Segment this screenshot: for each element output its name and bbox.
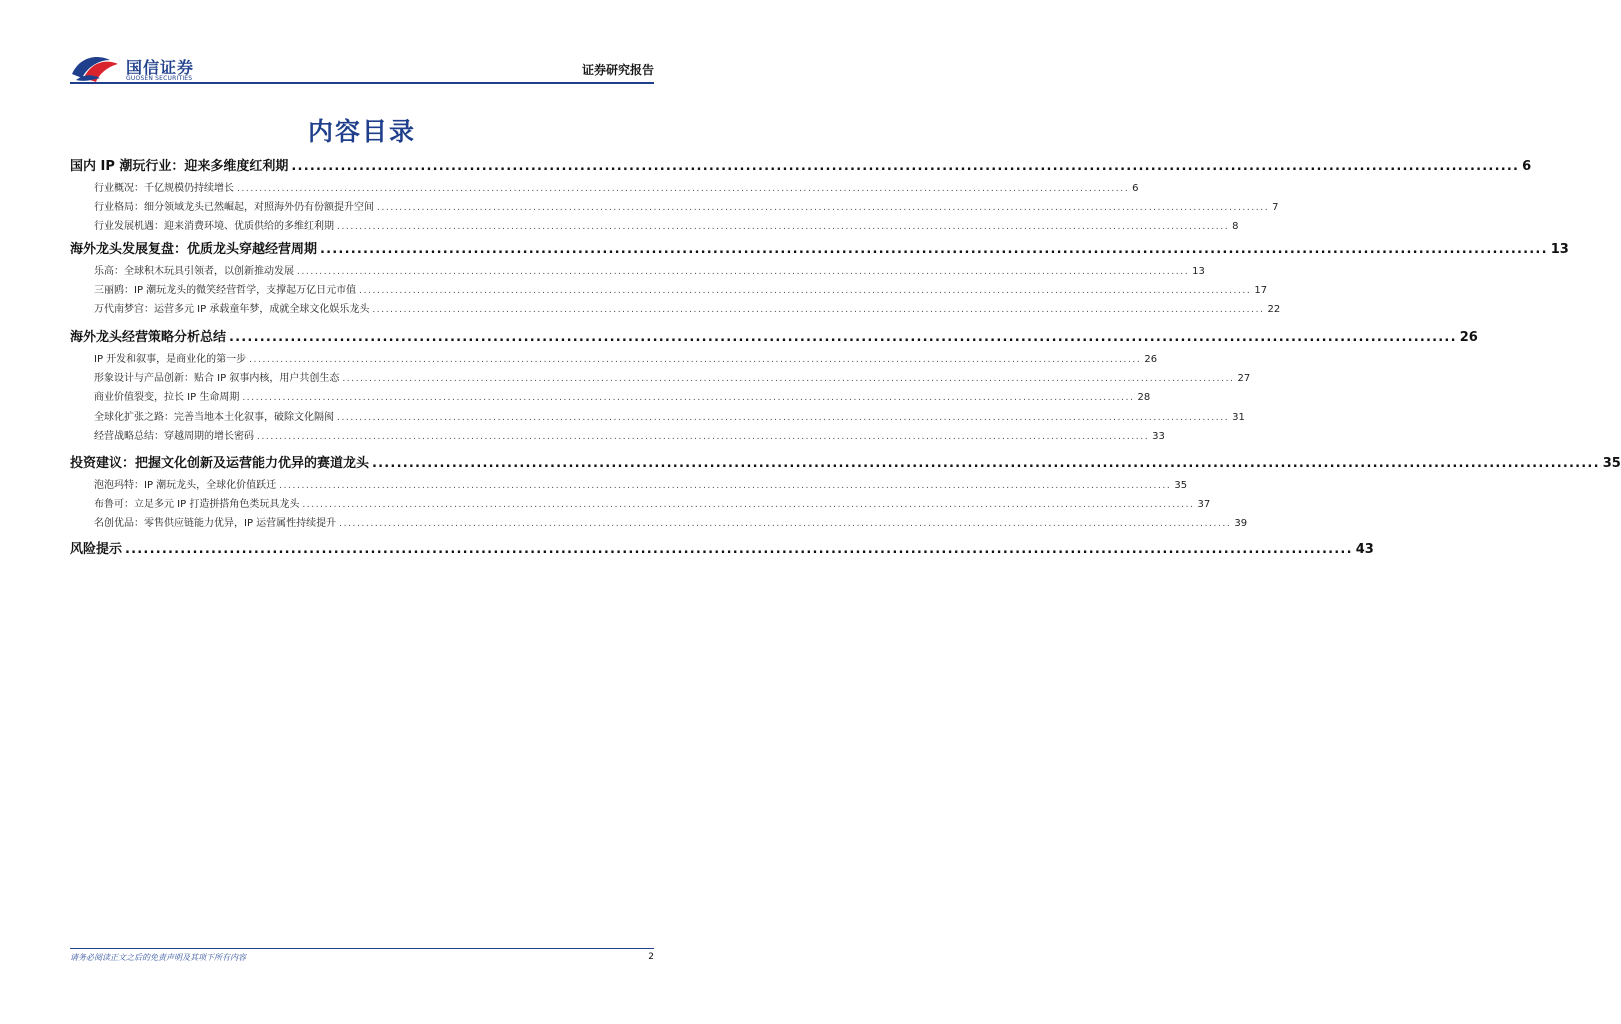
toc-leader-dots: ........................................................................................................................................................................................................ xyxy=(372,305,1265,315)
toc-entry-title: 海外龙头经营策略分析总结 xyxy=(70,330,227,345)
toc-entry-title: 投资建议：把握文化创新及运营能力优异的赛道龙头 xyxy=(70,456,370,471)
toc-leader-dots: ........................................................................................................................................................................................................ xyxy=(377,203,1270,213)
logo-text-cn: 国信证券 xyxy=(126,58,195,77)
toc-section-entry[interactable] xyxy=(70,325,1478,345)
footer-disclaimer: 请务必阅读正文之后的免责声明及其项下所有内容 xyxy=(70,953,246,962)
toc-leader-dots: ........................................................................................................................................................................................................ xyxy=(249,355,1142,365)
toc-entry-title: 海外龙头发展复盘：优质龙头穿越经营周期 xyxy=(70,242,318,257)
toc-leader-dots: ........................................................................................................................................................................................................ xyxy=(372,456,1600,471)
toc-entry-title: 风险提示 xyxy=(70,542,123,557)
page-header xyxy=(70,50,654,84)
toc-entry-title: 行业发展机遇：迎来消费环境、优质供给的多维红利期 xyxy=(94,221,334,232)
toc-entry-page: 28 xyxy=(1137,392,1151,403)
toc-subsection-entry[interactable] xyxy=(94,197,1279,213)
toc-entry-page: 39 xyxy=(1234,518,1248,529)
toc-subsection-entry[interactable] xyxy=(94,494,1211,510)
toc-entry-page: 37 xyxy=(1197,499,1211,510)
toc-leader-dots: ........................................................................................................................................................................................................ xyxy=(339,519,1232,529)
header-divider xyxy=(70,82,654,84)
toc-entry-page: 43 xyxy=(1355,542,1374,557)
guosen-logo xyxy=(70,52,240,84)
toc-leader-dots: ........................................................................................................................................................................................................ xyxy=(337,222,1230,232)
toc-section-entry[interactable] xyxy=(70,537,1374,557)
toc-subsection-entry[interactable] xyxy=(94,387,1151,403)
toc-leader-dots: ........................................................................................................................................................................................................ xyxy=(297,267,1190,277)
toc-entry-title: 形象设计与产品创新：贴合 IP 叙事内核，用户共创生态 xyxy=(94,373,340,384)
toc-leader-dots: ........................................................................................................................................................................................................ xyxy=(320,242,1548,257)
toc-subsection-entry[interactable] xyxy=(94,349,1158,365)
toc-leader-dots: ........................................................................................................................................................................................................ xyxy=(337,413,1230,423)
toc-subsection-entry[interactable] xyxy=(94,368,1251,384)
toc-entry-title: 商业价值裂变，拉长 IP 生命周期 xyxy=(94,392,240,403)
toc-entry-page: 31 xyxy=(1232,412,1245,423)
toc-entry-page: 35 xyxy=(1602,456,1621,471)
toc-section-entry[interactable] xyxy=(70,237,1569,257)
toc-leader-dots: ........................................................................................................................................................................................................ xyxy=(125,542,1353,557)
toc-section-entry[interactable] xyxy=(70,451,1621,471)
toc-entry-title: 行业格局：细分领域龙头已然崛起，对照海外仍有份额提升空间 xyxy=(94,202,374,213)
toc-leader-dots: ........................................................................................................................................................................................................ xyxy=(302,500,1195,510)
footer-divider xyxy=(70,948,654,949)
guosen-logo-icon xyxy=(70,52,122,84)
toc-subsection-entry[interactable] xyxy=(94,513,1248,529)
toc-subsection-entry[interactable] xyxy=(94,261,1205,277)
toc-entry-page: 6 xyxy=(1522,159,1532,174)
toc-entry-title: 三丽鸥：IP 潮玩龙头的微笑经营哲学，支撑起万亿日元市值 xyxy=(94,285,357,296)
toc-entry-page: 6 xyxy=(1132,183,1139,194)
toc-entry-title: 布鲁可：立足多元 IP 打造拼搭角色类玩具龙头 xyxy=(94,499,300,510)
toc-entry-title: 万代南梦宫：运营多元 IP 承载童年梦，成就全球文化娱乐龙头 xyxy=(94,304,370,315)
toc-title: 内容目录 xyxy=(307,117,416,146)
toc-subsection-entry[interactable] xyxy=(94,299,1281,315)
page-number: 2 xyxy=(648,952,654,962)
toc-subsection-entry[interactable] xyxy=(94,178,1139,194)
toc-entry-title: 国内 IP 潮玩行业：迎来多维度红利期 xyxy=(70,159,289,174)
toc-entry-title: 行业概况：千亿规模仍持续增长 xyxy=(94,183,234,194)
toc-entry-title: IP 开发和叙事，是商业化的第一步 xyxy=(94,354,247,365)
toc-subsection-entry[interactable] xyxy=(94,280,1268,296)
toc-leader-dots: ........................................................................................................................................................................................................ xyxy=(257,432,1150,442)
toc-entry-title: 经营战略总结：穿越周期的增长密码 xyxy=(94,431,254,442)
toc-leader-dots: ........................................................................................................................................................................................................ xyxy=(359,286,1252,296)
toc-subsection-entry[interactable] xyxy=(94,407,1245,423)
logo-text-en: GUOSEN SECURITIES xyxy=(126,75,193,82)
toc-entry-page: 17 xyxy=(1254,285,1268,296)
toc-subsection-entry[interactable] xyxy=(94,475,1188,491)
toc-entry-title: 乐高：全球积木玩具引领者，以创新推动发展 xyxy=(94,266,294,277)
toc-entry-page: 33 xyxy=(1152,431,1165,442)
toc-leader-dots: ........................................................................................................................................................................................................ xyxy=(291,159,1520,174)
toc-leader-dots: ........................................................................................................................................................................................................ xyxy=(242,393,1135,403)
toc-subsection-entry[interactable] xyxy=(94,216,1239,232)
toc-leader-dots: ........................................................................................................................................................................................................ xyxy=(229,330,1457,345)
toc-entry-page: 27 xyxy=(1237,373,1251,384)
toc-entry-title: 全球化扩张之路：完善当地本土化叙事，破除文化隔阂 xyxy=(94,412,334,423)
toc-entry-title: 名创优品：零售供应链能力优异，IP 运营属性持续提升 xyxy=(94,518,337,529)
toc-leader-dots: ........................................................................................................................................................................................................ xyxy=(342,374,1235,384)
toc-entry-page: 7 xyxy=(1272,202,1279,213)
toc-entry-page: 26 xyxy=(1144,354,1158,365)
toc-leader-dots: ........................................................................................................................................................................................................ xyxy=(237,184,1130,194)
toc-entry-page: 8 xyxy=(1232,221,1239,232)
report-type-label: 证券研究报告 xyxy=(581,63,654,77)
toc-entry-page: 13 xyxy=(1550,242,1569,257)
toc-entry-page: 26 xyxy=(1459,330,1478,345)
toc-subsection-entry[interactable] xyxy=(94,426,1165,442)
toc-entry-page: 35 xyxy=(1174,480,1188,491)
toc-section-entry[interactable] xyxy=(70,154,1532,174)
toc-leader-dots: ........................................................................................................................................................................................................ xyxy=(279,481,1172,491)
toc-entry-page: 22 xyxy=(1267,304,1281,315)
toc-entry-title: 泡泡玛特：IP 潮玩龙头，全球化价值跃迁 xyxy=(94,480,277,491)
toc-entry-page: 13 xyxy=(1192,266,1205,277)
